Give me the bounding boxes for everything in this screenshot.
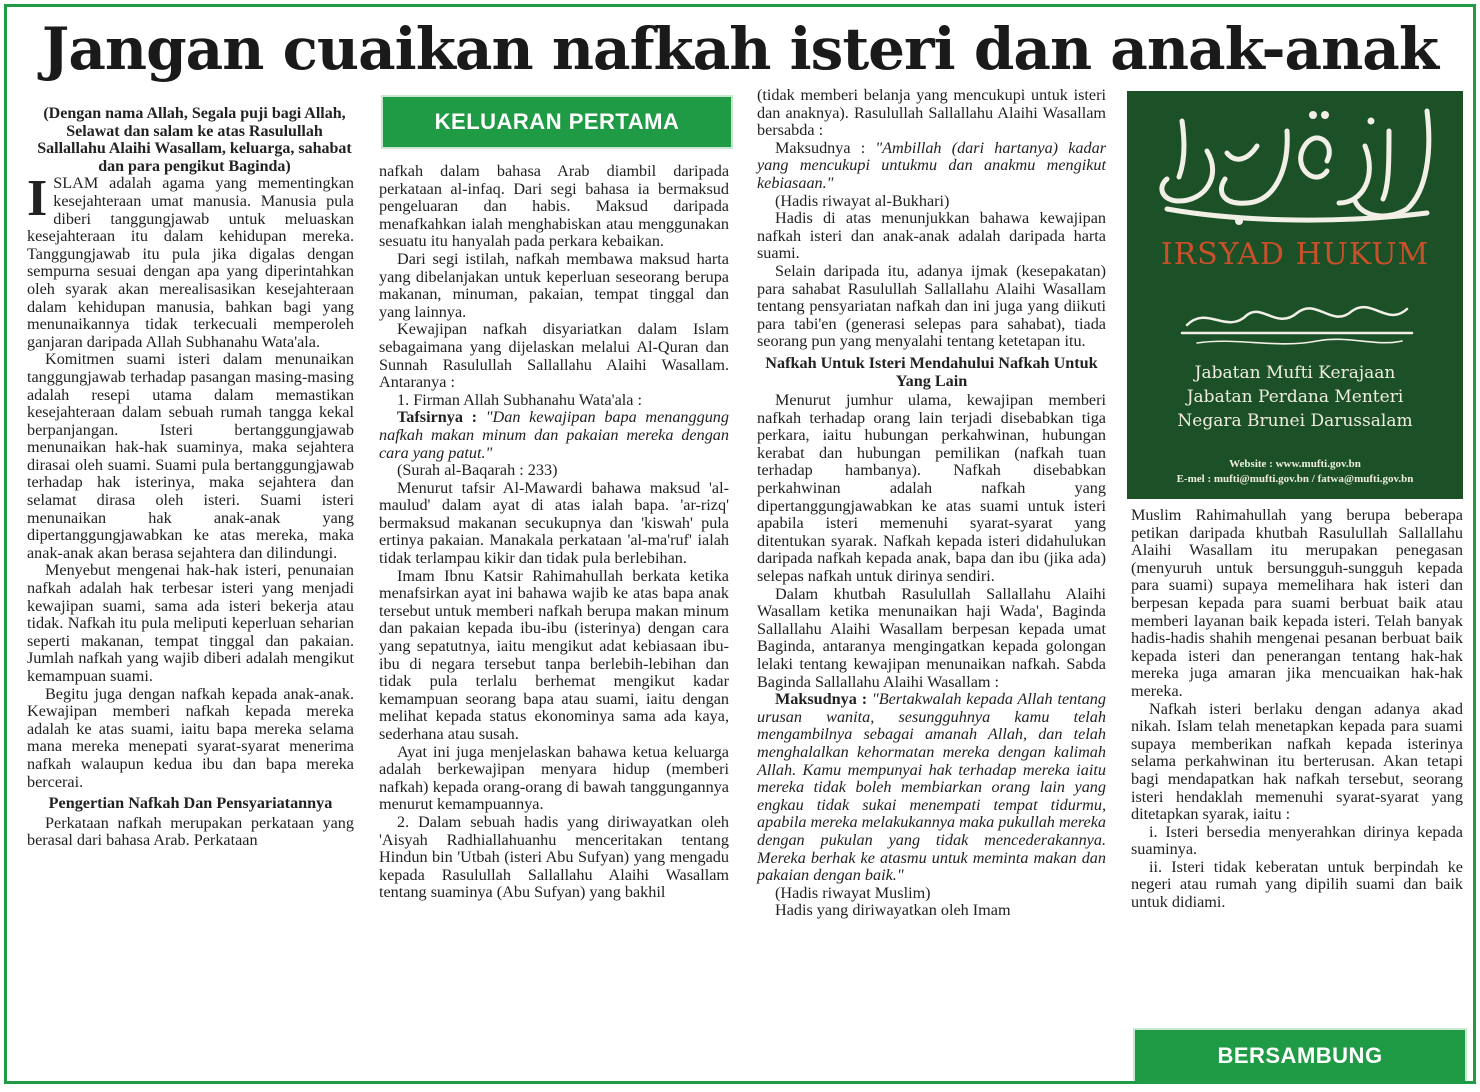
- paragraph: (Hadis riwayat Muslim): [775, 883, 931, 902]
- email-text: E-mel : mufti@mufti.gov.bn / fatwa@mufti.gov.bn: [1176, 473, 1414, 485]
- paragraph: [757, 691, 1106, 885]
- paragraph: Muslim Rahimahullah yang berupa beberapa petikan daripada khutbah Rasulullah Sallallahu Alaihi Wasallam itu merupakan penegasan (menyuruh untuk bersungguh-sungguh kepada para suami) supaya memelihara hak isteri dan berpesan kepada para suami berbuat baik atau memberi layanan baik kepada isteri. Telah banyak hadis-hadis shahih mengenai pesanan berbuat baik kepada isteri dan penerangan tentang hak-hak mereka juga amaran jika mencuaikan hak-hak mereka.: [1131, 506, 1463, 700]
- issue-banner: KELUARAN PERTAMA: [381, 95, 733, 149]
- column-3: [757, 87, 1106, 920]
- drop-cap: I: [27, 170, 48, 228]
- paragraph: Selain daripada itu, adanya ijmak (kesepakatan) para sahabat Rasulullah Sallallahu Alaihi Wasallam tentang pensyariatan nafkah dan ini juga yang diikuti para tabi'en (generasi selepas para sahabat), tiada seorang pun yang menyalahi tentang ketetapan itu.: [757, 261, 1106, 351]
- arabic-calligraphy-icon: [1127, 91, 1463, 241]
- paragraph: (tidak memberi belanja yang mencukupi untuk isteri dan anaknya). Rasulullah Sallallahu Alaihi Wasallam bersabda :: [757, 86, 1106, 140]
- paragraph: Perkataan nafkah merupakan perkataan yang berasal dari bahasa Arab. Perkataan: [27, 813, 354, 850]
- logo-title: IRSYAD HUKUM: [1160, 237, 1430, 272]
- org-line: Jabatan Mufti Kerajaan: [1194, 363, 1396, 383]
- paragraph: [379, 409, 729, 462]
- paragraph: Hadis yang diriwayatkan oleh Imam: [775, 901, 1011, 920]
- intro-text: (Dengan nama Allah, Segala puji bagi Allah, Selawat dan salam ke atas Rasulullah Sallallahu Alaihi Wasallam, keluarga, sahabat dan para pengikut Baginda): [37, 105, 352, 175]
- page-title: Jangan cuaikan nafkah isteri dan anak-anak: [41, 15, 1439, 83]
- paragraph: Menurut jumhur ulama, kewajipan memberi nafkah terhadap orang lain terjadi disebabkan tiga perkara, iaitu hubungan perkahwinan, hubungan kerabat dan hubungan pemilikan (nafkah tuan terhadap hambanya). Nafkah disebabkan perkahwinan adalah nafkah yang dipertanggungjawabkan ke atas suami untuk isteri apabila isteri memenuhi syarat-syarat yang ditentukan syarak. Nafkah kepada isteri didahulukan daripada nafkah kepada anak, bapa dan ibu (jika ada) selepas nafkah untuk dirinya sendiri.: [757, 391, 1106, 586]
- column-1: [27, 105, 354, 850]
- paragraph: 2. Dalam sebuah hadis yang diriwayatkan oleh 'Aisyah Radhiallahuanhu menceritakan tentang Hindun bin 'Utbah (isteri Abu Sufyan) yang mengadu kepada Rasulullah Sallallahu Alaihi Wasallam tentang suaminya (Abu Sufyan) yang bakhil: [379, 812, 729, 902]
- logo-organization: [1127, 361, 1463, 433]
- logo-contact: [1127, 457, 1463, 487]
- paragraph: Nafkah isteri berlaku dengan adanya akad nikah. Islam telah menetapkan kepada para suami supaya memberikan nafkah kepada isterinya selama perkahwinan itu berterusan. Akan tetapi bagi mendapatkan hak nafkah tersebut, seorang isteri hendaklah memenuhi syarat-syarat yang ditetapkan syarak, iaitu :: [1131, 699, 1463, 824]
- paragraph: (Surah al-Baqarah : 233): [397, 461, 558, 480]
- paragraph: Dari segi istilah, nafkah membawa maksud harta yang dibelanjakan untuk keperluan seseorang berupa makanan, minuman, pakaian, tempat tinggal dan yang lainnya.: [379, 249, 729, 321]
- org-line: Negara Brunei Darussalam: [1177, 411, 1413, 431]
- paragraph: Imam Ibnu Katsir Rahimahullah berkata ketika menafsirkan ayat ini bahawa wajib ke atas bapa anak tersebut untuk memberi nafkah berupa makan minum dan pakaian kepada ibu-ibu (isterinya) dengan cara yang sepatutnya, iaitu mengikut adat kebiasaan ibu-ibu di negara tersebut tanpa berlebih-lebihan dan tidak pula terlalu berhemat mengikut kadar kemampuan seorang bapa atau suami, iaitu dengan melihat kepada status ekonominya sama ada kaya, sederhana atau susah.: [379, 566, 729, 743]
- paragraph: Kewajipan nafkah disyariatkan dalam Islam sebagaimana yang dijelaskan melalui Al-Quran dan Sunnah Rasulullah Sallallahu Alaihi Wasallam. Antaranya :: [379, 320, 729, 392]
- paragraph: Menyebut mengenai hak-hak isteri, penunaian nafkah adalah hak terbesar isteri yang menjadi kewajipan suami, sama ada isteri bekerja atau tidak. Nafkah itu pula meliputi keperluan seharian seperti makanan, tempat tinggal dan pakaian. Jumlah nafkah yang wajib diberi adalah mengikut kemampuan suami.: [27, 561, 354, 685]
- paragraph: [757, 140, 1106, 193]
- paragraph-text: SLAM adalah agama yang mementingkan kesejahteraan umat manusia. Manusia pula diberi tanggungjawab untuk meluaskan kesejahteraan itu dalam kehidupan mereka. Tanggungjawab itu pula jika digalas dengan sempurna sesuai dengan apa yang diperintahkan oleh syarak akan merealisasikan kesejahteraan dalam kehidupan manusia, bahkan bagi yang menunaikannya tidak terkecuali memperoleh ganjaran daripada Allah Subhanahu Wata'ala.: [27, 174, 354, 351]
- quote-text: "Ambillah (dari hartanya) kadar yang mencukupi untukmu dan anakmu mengikut kebiasaan.": [757, 138, 1107, 192]
- paragraph: Begitu juga dengan nafkah kepada anak-anak. Kewajipan memberi nafkah kepada mereka adalah ke atas suami, iaitu bapa mereka selama mana mereka menepati syarat-syarat menerima nafkah walaupun kedua ibu dan bapa mereka bercerai.: [27, 684, 354, 791]
- paragraph: 1. Firman Allah Subhanahu Wata'ala :: [397, 390, 642, 409]
- paragraph: Dalam khutbah Rasulullah Sallallahu Alaihi Wasallam ketika menunaikan haji Wada', Baginda Sallallahu Alaihi Wasallam berpesan kepada umat Baginda, antaranya mengingatkan kepada golongan lelaki tentang kewajipan menunaikan nafkah. Sabda Baginda Sallallahu Alaihi Wasallam :: [757, 584, 1106, 691]
- paragraph: nafkah dalam bahasa Arab diambil daripada perkataan al-infaq. Dari segi bahasa ia bermaksud pengeluaran dan habis. Maksud daripada menafkahkan ialah menghabiskan atau menggunakan sesuatu itu hanyalah pada perkara kebaikan.: [379, 162, 729, 251]
- column-2: [379, 163, 729, 902]
- subheading: Pengertian Nafkah Dan Pensyariatannya: [48, 794, 333, 813]
- website-text: Website : www.mufti.gov.bn: [1229, 458, 1361, 470]
- paragraph: (Hadis riwayat al-Bukhari): [775, 191, 950, 210]
- continued-banner: BERSAMBUNG: [1133, 1028, 1467, 1084]
- tafsir-label: Tafsirnya :: [397, 408, 478, 427]
- paragraph: Menurut tafsir Al-Mawardi bahawa maksud 'al-maulud' dalam ayat di atas ialah bapa. 'ar-rizq' bermaksud makanan secukupnya dan 'kiswah' pula ertinya pakaian. Manakala perkataan 'al-ma'ruf' ialah tidak terlampau kikir dan tidak pula berlebihan.: [379, 478, 729, 568]
- paragraph: Hadis di atas menunjukkan bahawa kewajipan nafkah isteri dan anak-anak adalah daripada harta suami.: [757, 209, 1106, 263]
- subheading: Nafkah Untuk Isteri Mendahului Nafkah Untuk Yang Lain: [765, 353, 1098, 390]
- org-line: Jabatan Perdana Menteri: [1186, 387, 1404, 407]
- paragraph: i. Isteri bersedia menyerahkan dirinya kepada suaminya.: [1131, 822, 1463, 859]
- column-4: [1131, 507, 1463, 912]
- paragraph: Komitmen suami isteri dalam menunaikan tanggungjawab terhadap pasangan masing-masing adalah resepi utama dalam memastikan kesejahteraan dalam sebuah rumah tangga kekal berpanjangan. Isteri bertanggungjawab menunaikan hak-hak suaminya, maka sejahtera dirasai oleh suami. Suami pula bertanggungjawab terhadap hak isterinya, maka sejahtera dan selamat dirasa oleh isteri. Suami isteri menunaikan hak anak-anak yang dipertanggungjawabkan ke atas mereka, maka anak-anak akan berasa sejahtera dan dilindungi.: [27, 350, 354, 562]
- paragraph: Ayat ini juga menjelaskan bahawa ketua keluarga adalah berkewajipan menyara hidup (memberi nafkah) kepada orang-orang di bawah tanggungannya menurut kemampuannya.: [379, 742, 729, 814]
- maksud-label: Maksudnya :: [775, 138, 866, 157]
- quote-text: "Bertakwalah kepada Allah tentang urusan wanita, sesungguhnya kamu telah mengambilnya sebagai amanah Allah, dan telah menghalalkan kehormatan mereka dengan kalimah Allah. Kamu mempunyai hak terhadap mereka iaitu mereka tidak boleh membiarkan orang lain yang engkau tidak sukai menempati tempat tidurmu, apabila mereka melakukannya maka pukullah mereka dengan pukulan yang tidak mencederakannya. Mereka berhak ke atasmu untuk meminta makan dan pakaian dengan baik.": [757, 690, 1106, 885]
- paragraph: ii. Isteri tidak keberatan untuk berpindah ke negeri atau rumah yang dipilih suami dan baik untuk didiami.: [1131, 857, 1463, 912]
- newspaper-page: [4, 4, 1476, 1084]
- paragraph: [27, 170, 354, 351]
- maksud-label: Maksudnya :: [775, 690, 868, 709]
- irsyad-hukum-logo: [1127, 91, 1463, 499]
- quote-text: "Dan kewajipan bapa menanggung nafkah makan minum dan pakaian mereka dengan cara yang patut.": [379, 408, 729, 462]
- jawi-script-icon: [1127, 285, 1463, 355]
